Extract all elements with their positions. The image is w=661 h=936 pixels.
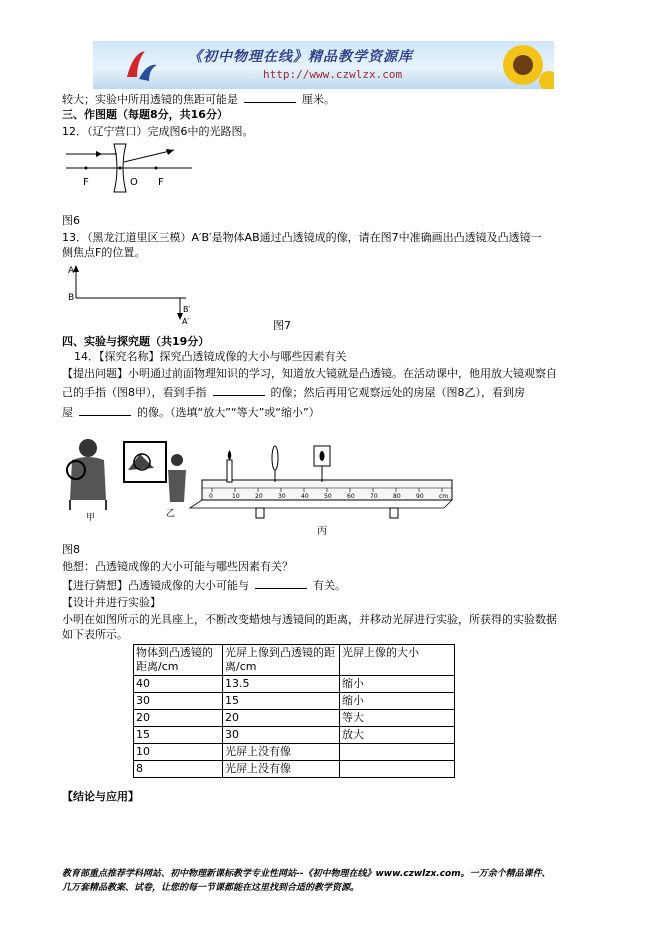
section-heading: 四、实验与探究题（共19分） xyxy=(62,335,210,348)
table-row xyxy=(134,693,455,710)
optical-bench-illustration xyxy=(190,446,452,518)
table-header-row xyxy=(134,645,455,676)
answer-blank[interactable] xyxy=(213,385,265,396)
figure-label-yi: 乙 xyxy=(166,509,176,519)
ruler-tick-label: 60 xyxy=(347,493,355,500)
table-row xyxy=(134,744,455,761)
point-A-prime-label: A′ xyxy=(182,317,190,326)
figure-6-diagram xyxy=(62,140,197,202)
ruler-tick-label: 50 xyxy=(324,493,332,500)
table-cell: 15 xyxy=(134,727,223,744)
text-line: 【提出问题】小明通过前面物理知识的学习，知道放大镜就是凸透镜。在活动课中，他用放大镜观察自 xyxy=(62,367,557,380)
text-line: 【进行猜想】凸透镜成像的大小可能与 有关。 xyxy=(62,579,346,592)
table-cell: 缩小 xyxy=(340,676,455,693)
optical-center-label: O xyxy=(130,177,138,188)
answer-blank[interactable] xyxy=(255,578,307,589)
text-line: 【结论与应用】 xyxy=(62,790,139,803)
table-cell: 30 xyxy=(134,693,223,710)
ruler-tick-label: 80 xyxy=(393,493,401,500)
point-B-prime-label: B′ xyxy=(183,305,191,314)
text-line: 如下表所示。 xyxy=(62,628,128,641)
focus-label: F xyxy=(83,177,89,188)
banner-title: 《初中物理在线》精品教学资源库 xyxy=(188,49,413,65)
table-cell xyxy=(340,761,455,778)
text-line: 屋 的像。（选填“放大”“等大”或“缩小”） xyxy=(62,406,320,419)
text-line: 小明在如图所示的光具座上，不断改变蜡烛与透镜间的距离，并移动光屏进行实验，所获得的实验数据 xyxy=(62,613,557,626)
table-header-cell: 物体到凸透镜的距离/cm xyxy=(134,645,223,676)
table-cell: 光屏上没有像 xyxy=(223,761,340,778)
figure-8-diagram xyxy=(62,430,462,540)
footer-line: 教育部重点推荐学科网站、初中物理新课标教学专业性网站--《初中物理在线》www.czwlzx.com。一万余个精品课件、 xyxy=(62,869,551,879)
ruler-tick-label: 30 xyxy=(278,493,286,500)
table-cell: 30 xyxy=(223,727,340,744)
table-cell: 缩小 xyxy=(340,693,455,710)
table-cell: 10 xyxy=(134,744,223,761)
table-cell: 40 xyxy=(134,676,223,693)
answer-blank[interactable] xyxy=(244,92,296,103)
footer-line: 几万套精品教案、试卷，让您的每一节课都能在这里找到合适的教学资源。 xyxy=(62,883,360,893)
figure-6-caption: 图6 xyxy=(62,214,80,227)
header-banner xyxy=(93,41,554,89)
text-line: 较大；实验中所用透镜的焦距可能是 厘米。 xyxy=(62,93,335,106)
ruler-tick-label: 10 xyxy=(232,493,240,500)
figure-label-bing: 丙 xyxy=(317,526,327,537)
ruler-tick-label: 0 xyxy=(209,493,213,500)
figure-label-jia: 甲 xyxy=(86,513,96,523)
ruler-tick-label: cm xyxy=(439,493,449,500)
table-row xyxy=(134,761,455,778)
table-header-cell: 光屏上像的大小 xyxy=(340,645,455,676)
table-cell: 8 xyxy=(134,761,223,778)
text-line: 己的手指（图8甲），看到手指 的像；然后再用它观察远处的房屋（图8乙），看到房 xyxy=(62,386,525,399)
answer-blank[interactable] xyxy=(79,405,131,416)
table-cell: 20 xyxy=(223,710,340,727)
ruler-tick-label: 40 xyxy=(301,493,309,500)
point-A-label: A xyxy=(68,266,75,276)
ruler-tick-label: 20 xyxy=(255,493,263,500)
table-cell: 等大 xyxy=(340,710,455,727)
ruler-tick-label: 70 xyxy=(370,493,378,500)
table-cell: 放大 xyxy=(340,727,455,744)
house-window-illustration xyxy=(124,442,186,502)
table-header-cell: 光屏上像到凸透镜的距离/cm xyxy=(223,645,340,676)
table-row xyxy=(134,676,455,693)
experiment-data-table xyxy=(133,644,455,778)
figure-7-diagram xyxy=(62,262,197,326)
person-magnifier-illustration xyxy=(67,439,106,510)
question-14: 14．【探究名称】探究凸透镜成像的大小与哪些因素有关 xyxy=(74,350,347,363)
logo-icon xyxy=(123,47,159,85)
figure-7-caption: 图7 xyxy=(273,319,291,332)
table-row xyxy=(134,727,455,744)
text-line: 【设计并进行实验】 xyxy=(62,596,161,609)
text-line: 他想：凸透镜成像的大小可能与哪些因素有关？ xyxy=(62,560,293,573)
question-13-cont: 侧焦点F的位置。 xyxy=(62,246,146,259)
point-B-label: B xyxy=(68,293,75,303)
question-12: 12．（辽宁营口）完成图6中的光路图。 xyxy=(62,125,254,138)
table-cell: 光屏上没有像 xyxy=(223,744,340,761)
ruler-tick-label: 90 xyxy=(416,493,424,500)
table-cell: 20 xyxy=(134,710,223,727)
figure-8-caption: 图8 xyxy=(62,543,80,556)
table-cell: 15 xyxy=(223,693,340,710)
banner-url[interactable]: http://www.czwlzx.com xyxy=(263,68,403,81)
sunflower-icon xyxy=(493,41,554,89)
table-cell xyxy=(340,744,455,761)
table-row xyxy=(134,710,455,727)
focus-label: F xyxy=(158,177,164,188)
question-13: 13．（黑龙江道里区三模）A′B′是物体AB通过凸透镜成的像，请在图7中准确画出凸透镜及凸透镜一 xyxy=(62,231,542,244)
table-cell: 13.5 xyxy=(223,676,340,693)
section-heading: 三、作图题（每题8分，共16分） xyxy=(62,108,228,121)
